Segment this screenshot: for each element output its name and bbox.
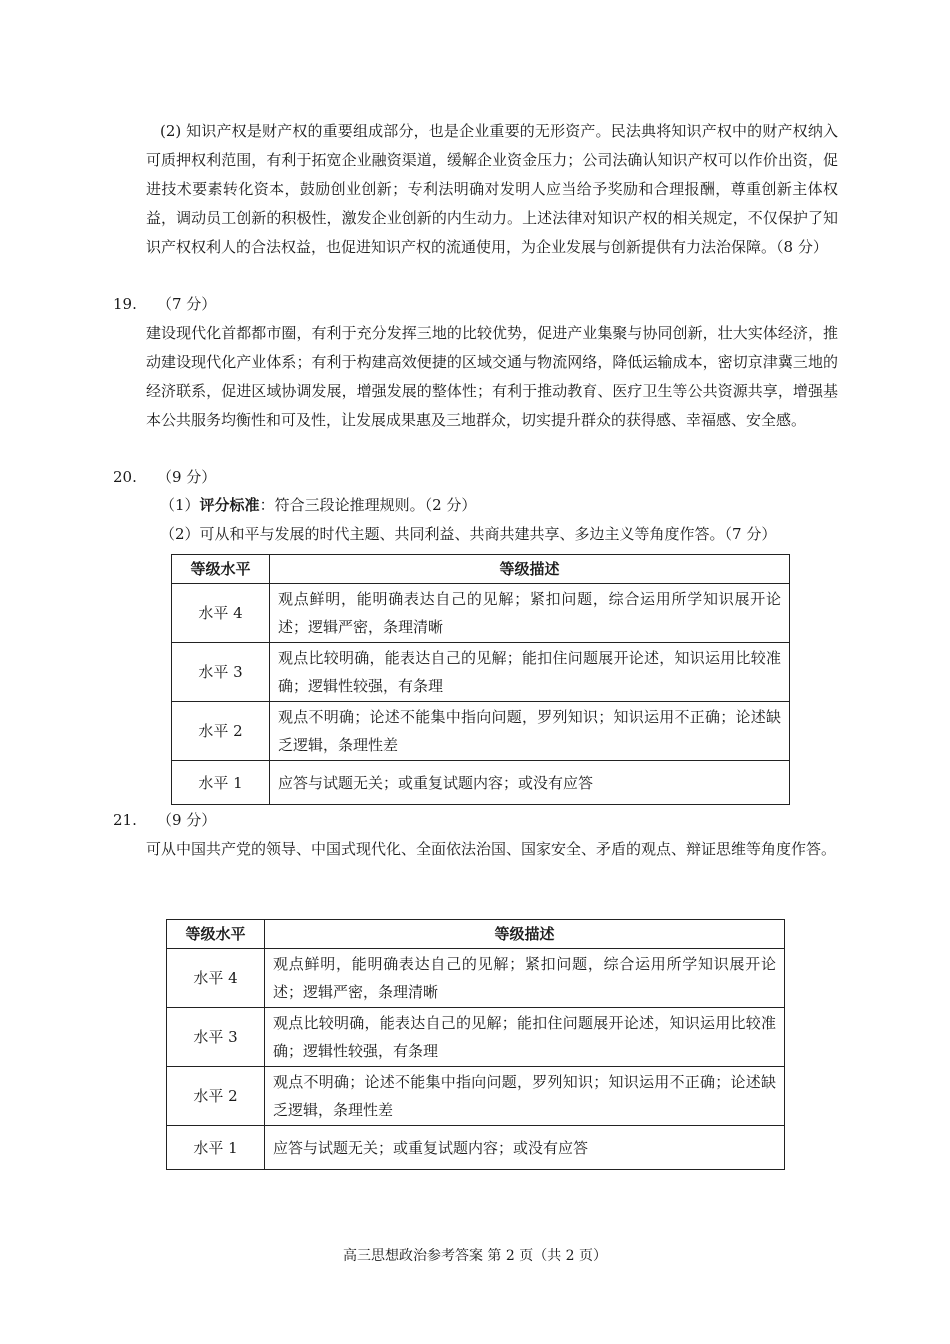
q20-rubric-table bbox=[171, 554, 790, 805]
q20-sub1 bbox=[160, 491, 476, 520]
level-cell: 水平 2 bbox=[172, 702, 270, 761]
q20-score: （9 分） bbox=[157, 468, 217, 486]
table-row bbox=[172, 761, 790, 805]
q21-heading bbox=[113, 806, 216, 835]
description-cell: 观点不明确；论述不能集中指向问题，罗列知识；知识运用不正确；论述缺乏逻辑，条理性差 bbox=[265, 1067, 785, 1126]
description-cell: 观点比较明确，能表达自己的见解；能扣住问题展开论述，知识运用比较准确；逻辑性较强，有条理 bbox=[270, 643, 790, 702]
level-cell: 水平 1 bbox=[172, 761, 270, 805]
level-cell: 水平 1 bbox=[167, 1126, 265, 1170]
level-cell: 水平 3 bbox=[167, 1008, 265, 1067]
table-row bbox=[167, 1008, 785, 1067]
page-footer: 高三思想政治参考答案 第 2 页（共 2 页） bbox=[342, 1248, 608, 1264]
q21-rubric-table bbox=[166, 919, 785, 1170]
header-description: 等级描述 bbox=[265, 920, 785, 949]
q20-sub1-criteria-label: 评分标准 bbox=[199, 496, 260, 514]
description-cell: 观点比较明确，能表达自己的见解；能扣住问题展开论述，知识运用比较准确；逻辑性较强，有条理 bbox=[265, 1008, 785, 1067]
q20-number: 20. bbox=[113, 468, 137, 486]
q21-score: （9 分） bbox=[157, 811, 217, 829]
table-header-row bbox=[172, 555, 790, 584]
description-cell: 观点不明确；论述不能集中指向问题，罗列知识；知识运用不正确；论述缺乏逻辑，条理性差 bbox=[270, 702, 790, 761]
q21-number: 21. bbox=[113, 811, 137, 829]
level-cell: 水平 4 bbox=[172, 584, 270, 643]
description-cell: 观点鲜明，能明确表达自己的见解；紧扣问题，综合运用所学知识展开论述；逻辑严密，条理清晰 bbox=[270, 584, 790, 643]
q20-sub1-text: ：符合三段论推理规则。（2 分） bbox=[259, 496, 477, 514]
q21-answer: 可从中国共产党的领导、中国式现代化、全面依法治国、国家安全、矛盾的观点、辩证思维等角度作答。 bbox=[146, 840, 837, 858]
table-row bbox=[172, 584, 790, 643]
table-header-row bbox=[167, 920, 785, 949]
header-level: 等级水平 bbox=[167, 920, 265, 949]
table-row bbox=[167, 1067, 785, 1126]
table-row bbox=[172, 643, 790, 702]
table-row bbox=[172, 702, 790, 761]
table-row bbox=[167, 949, 785, 1008]
level-cell: 水平 2 bbox=[167, 1067, 265, 1126]
header-description: 等级描述 bbox=[270, 555, 790, 584]
description-cell: 应答与试题无关；或重复试题内容；或没有应答 bbox=[270, 761, 790, 805]
q20-sub2: （2）可从和平与发展的时代主题、共同利益、共商共建共享、多边主义等角度作答。（7 分） bbox=[160, 525, 777, 543]
q20-sub1-prefix: （1） bbox=[160, 496, 200, 514]
q20-heading bbox=[113, 463, 216, 492]
q19-heading bbox=[113, 290, 216, 319]
header-level: 等级水平 bbox=[172, 555, 270, 584]
table-row bbox=[167, 1126, 785, 1170]
q19-number: 19. bbox=[113, 295, 137, 313]
q19-answer: 建设现代化首都都市圈，有利于充分发挥三地的比较优势，促进产业集聚与协同创新，壮大实体经济，推动建设现代化产业体系；有利于构建高效便捷的区域交通与物流网络，降低运输成本，密切京津冀三地的经济联系，促进区域协调发展，增强发展的整体性；有利于推动教育、医疗卫生等公共资源共享，增强基本公共服务均衡性和可及性，让发展成果惠及三地群众，切实提升群众的获得感、幸福感、安全感。 bbox=[146, 324, 838, 429]
description-cell: 应答与试题无关；或重复试题内容；或没有应答 bbox=[265, 1126, 785, 1170]
q19-score: （7 分） bbox=[157, 295, 217, 313]
level-cell: 水平 3 bbox=[172, 643, 270, 702]
description-cell: 观点鲜明，能明确表达自己的见解；紧扣问题，综合运用所学知识展开论述；逻辑严密，条理清晰 bbox=[265, 949, 785, 1008]
q18-part2-answer: (2) 知识产权是财产权的重要组成部分，也是企业重要的无形资产。民法典将知识产权中的财产权纳入可质押权利范围，有利于拓宽企业融资渠道，缓解企业资金压力；公司法确认知识产权可以作价出资，促进技术要素转化资本，鼓励创业创新；专利法明确对发明人应当给予奖励和合理报酬，尊重创新主体权益，调动员工创新的积极性，激发企业创新的内生动力。上述法律对知识产权的相关规定，不仅保护了知识产权权利人的合法权益，也促进知识产权的流通使用，为企业发展与创新提供有力法治保障。（8 分） bbox=[146, 122, 838, 256]
level-cell: 水平 4 bbox=[167, 949, 265, 1008]
